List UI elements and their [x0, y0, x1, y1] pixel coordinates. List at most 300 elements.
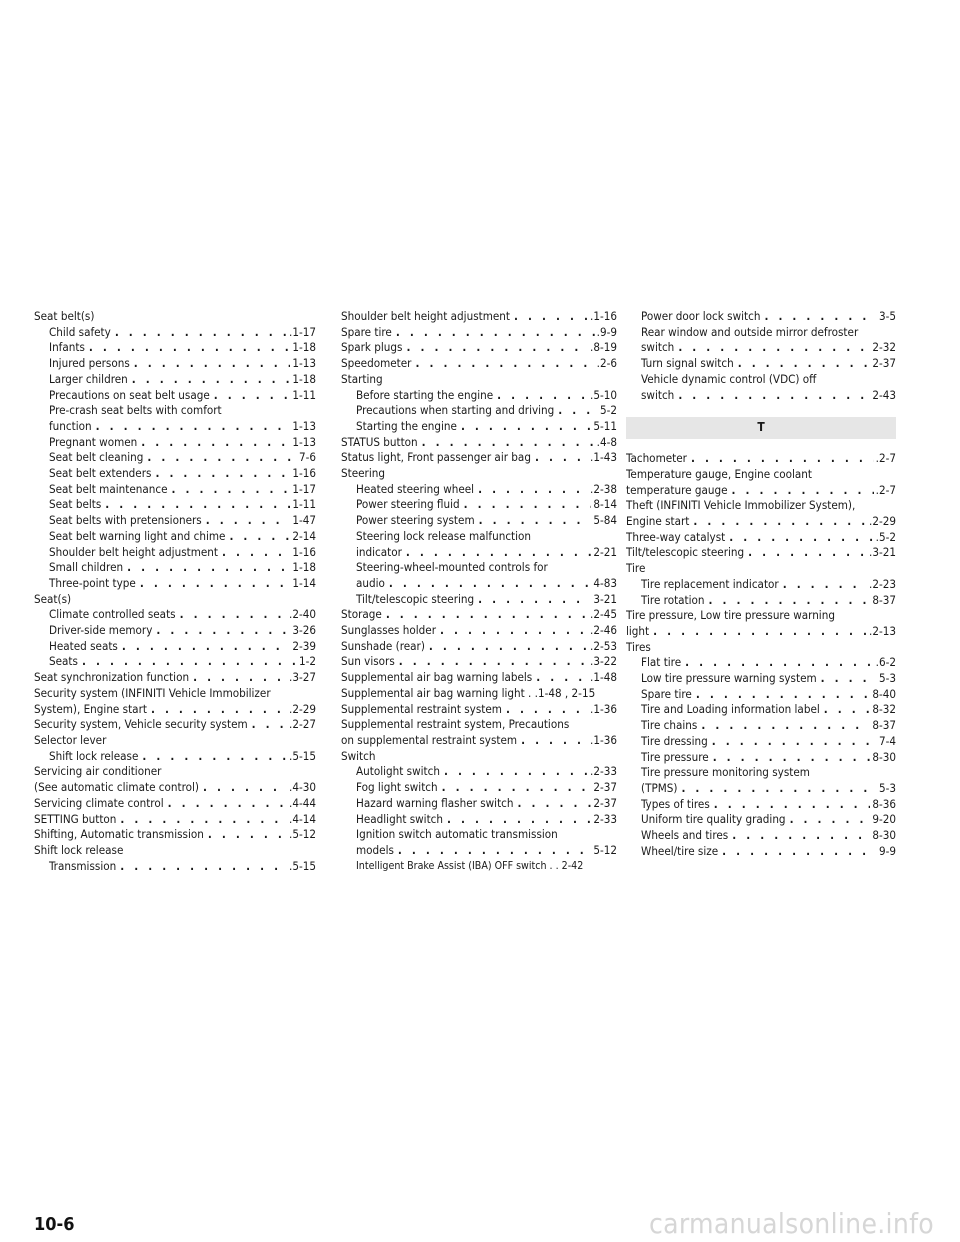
index-entry: [341, 749, 617, 765]
index-entry-page: 9-9: [878, 843, 896, 858]
index-entry-page: .2-29: [869, 514, 896, 529]
index-entry: [341, 482, 617, 498]
index-entry-page: 5-3: [878, 671, 896, 686]
index-entry-text: (TPMS): [641, 780, 678, 795]
index-entry-page: 1-13: [292, 434, 316, 449]
index-entry-text: Autolight switch: [356, 764, 440, 779]
dot-leader: [118, 639, 290, 655]
index-entry-text: Seats: [49, 654, 78, 669]
index-entry: [341, 340, 617, 356]
index-entry-text: Shift lock release: [34, 842, 124, 857]
index-entry-text: Sun visors: [341, 654, 395, 669]
index-entry: [626, 388, 896, 404]
index-entry-page: .9-9: [596, 324, 617, 339]
dot-leader: [189, 670, 287, 686]
index-entry-page: 1-47: [292, 513, 316, 528]
index-entry: [34, 340, 316, 356]
dot-leader: [474, 482, 588, 498]
index-entry: [34, 450, 316, 466]
dot-leader: [710, 797, 871, 813]
dot-leader: [734, 356, 871, 372]
dot-leader: [210, 388, 291, 404]
index-entry-text: Security system, Vehicle security system: [34, 717, 248, 732]
index-entry-page: 5-2: [599, 403, 617, 418]
index-entry-page: .2-45: [590, 607, 617, 622]
index-entry: [626, 765, 896, 781]
index-entry: [341, 435, 617, 451]
index-entry: [34, 717, 316, 733]
index-entry: [626, 514, 896, 530]
index-entry: [626, 655, 896, 671]
index-entry: [34, 482, 316, 498]
index-entry-text: Status light, Front passenger air bag: [341, 450, 531, 465]
index-entry-page: 8-37: [872, 718, 896, 733]
index-entry-page: .8-19: [590, 340, 617, 355]
index-entry: [626, 750, 896, 766]
index-entry-text: Supplemental air bag warning light . .1-48 , 2-15: [341, 685, 596, 700]
index-entry: [341, 764, 617, 780]
index-entry-text: Sunglasses holder: [341, 623, 437, 638]
index-entry-text: Temperature gauge, Engine coolant: [626, 466, 813, 481]
index-entry-text: Seat belt extenders: [49, 466, 152, 481]
index-entry-text: Wheel/tire size: [641, 843, 719, 858]
index-entry-page: 1-16: [292, 466, 316, 481]
index-entry-page: 5-12: [593, 842, 617, 857]
index-entry: [341, 513, 617, 529]
index-entry-page: 2-37: [872, 356, 896, 371]
index-entry: [626, 797, 896, 813]
index-entry-page: .4-44: [289, 795, 316, 810]
index-entry-text: Sunshade (rear): [341, 638, 425, 653]
index-entry-page: .3-27: [289, 670, 316, 685]
index-entry: [626, 608, 896, 624]
index-column-3: [626, 309, 896, 860]
index-entry-text: Steering-wheel-mounted controls for: [356, 560, 548, 575]
index-entry: [341, 607, 617, 623]
index-column-1: [34, 309, 316, 874]
index-entry-page: 5-11: [593, 418, 617, 433]
index-entry: [34, 576, 316, 592]
dot-leader: [151, 466, 290, 482]
dot-leader: [438, 780, 592, 796]
index-entry-text: Spare tire: [641, 686, 692, 701]
index-entry: [626, 624, 896, 640]
index-entry-text: Vehicle dynamic control (VDC) off: [641, 371, 817, 386]
index-entry: [341, 812, 617, 828]
index-entry-text: Shifting, Automatic transmission: [34, 827, 204, 842]
index-entry-page: .2-29: [289, 701, 316, 716]
index-entry: [341, 372, 617, 388]
index-entry-page: .1-16: [590, 309, 617, 323]
index-entry-page: 1-11: [292, 497, 316, 512]
index-entry: [34, 592, 316, 608]
index-entry: [341, 654, 617, 670]
index-entry: [626, 828, 896, 844]
index-entry-page: .3-22: [590, 654, 617, 669]
index-entry: [34, 372, 316, 388]
index-entry: [626, 577, 896, 593]
dot-leader: [493, 388, 588, 404]
index-entry-text: indicator: [356, 544, 402, 559]
index-entry: [626, 702, 896, 718]
dot-leader: [502, 702, 588, 718]
index-entry-text: Tire pressure: [641, 749, 709, 764]
dot-leader: [709, 750, 871, 766]
index-entry: [341, 623, 617, 639]
index-entry-text: Starting: [341, 371, 383, 386]
index-entry-page: .2-6: [596, 356, 617, 371]
index-entry: [341, 702, 617, 718]
index-entry-text: Tire replacement indicator: [641, 576, 779, 591]
index-entry: [626, 467, 896, 483]
index-entry-page: .1-36: [590, 732, 617, 747]
index-entry: [34, 419, 316, 435]
index-entry-text: Security system (INFINITI Vehicle Immobilizer: [34, 685, 271, 700]
index-entry-text: models: [356, 842, 394, 857]
dot-leader: [474, 592, 591, 608]
dot-leader: [510, 309, 588, 325]
index-entry-text: Turn signal switch: [641, 356, 734, 371]
dot-leader: [475, 513, 592, 529]
dot-leader: [418, 435, 595, 451]
index-entry-page: .5-15: [289, 858, 316, 873]
index-entry: [626, 640, 896, 656]
index-entry-page: 2-21: [593, 544, 617, 559]
index-entry: [626, 498, 896, 514]
index-entry-text: Heated seats: [49, 638, 118, 653]
index-entry-page: .4-14: [289, 811, 316, 826]
index-entry: [341, 309, 617, 325]
index-entry-text: Servicing air conditioner: [34, 764, 162, 779]
dot-leader: [164, 796, 287, 812]
index-entry: [34, 827, 316, 843]
index-entry: [341, 529, 617, 545]
index-entry: [34, 356, 316, 372]
dot-leader: [143, 450, 297, 466]
index-entry-text: Seat synchronization function: [34, 670, 190, 685]
index-entry: [341, 466, 617, 482]
index-entry-text: Spark plugs: [341, 340, 403, 355]
index-entry: [34, 654, 316, 670]
index-entry: [34, 607, 316, 623]
dot-leader: [425, 639, 588, 655]
index-entry: [34, 466, 316, 482]
index-entry: [341, 843, 617, 859]
index-entry-page: .5-12: [289, 827, 316, 842]
index-entry-text: Types of tires: [641, 796, 710, 811]
dot-leader: [116, 859, 287, 875]
dot-leader: [411, 356, 594, 372]
index-entry: [626, 483, 896, 499]
index-entry-text: Three-point type: [49, 575, 136, 590]
dot-leader: [168, 482, 291, 498]
dot-leader: [137, 435, 290, 451]
index-entry-text: Headlight switch: [356, 811, 444, 826]
index-entry-page: 1-18: [292, 560, 316, 575]
dot-leader: [517, 733, 588, 749]
index-entry: [341, 560, 617, 576]
index-entry-page: 8-32: [872, 702, 896, 717]
index-entry-text: Intelligent Brake Assist (IBA) OFF switch . . 2-42: [356, 859, 584, 872]
dot-leader: [689, 514, 867, 530]
index-entry-text: SETTING button: [34, 811, 117, 826]
index-entry: [626, 372, 896, 388]
index-entry-text: Tilt/telescopic steering: [356, 591, 475, 606]
index-entry-text: temperature gauge: [626, 482, 728, 497]
dot-leader: [677, 781, 877, 797]
index-entry: [34, 309, 316, 325]
index-entry-text: Storage: [341, 607, 382, 622]
index-entry: [341, 827, 617, 843]
index-entry-text: Climate controlled seats: [49, 607, 176, 622]
index-entry-page: 2-37: [593, 795, 617, 810]
dot-leader: [152, 623, 290, 639]
index-entry-text: Tire and Loading information label: [641, 702, 820, 717]
index-entry-text: Low tire pressure warning system: [641, 671, 817, 686]
index-entry-text: Rear window and outside mirror defroster: [641, 324, 859, 339]
index-entry-page: .2-23: [869, 576, 896, 591]
index-entry-text: on supplemental restraint system: [341, 732, 518, 747]
index-entry-page: 1-17: [292, 481, 316, 496]
index-entry-page: .3-21: [869, 545, 896, 560]
index-entry-text: Flat tire: [641, 655, 682, 670]
dot-leader: [85, 340, 290, 356]
index-entry-page: .5-10: [590, 387, 617, 402]
dot-leader: [436, 623, 588, 639]
dot-leader: [218, 545, 290, 561]
index-entry: [34, 780, 316, 796]
dot-leader: [128, 372, 291, 388]
index-entry-text: Power door lock switch: [641, 309, 761, 323]
dot-leader: [92, 419, 291, 435]
index-entry-text: Power steering fluid: [356, 497, 460, 512]
index-entry-text: Speedometer: [341, 356, 412, 371]
index-entry: [626, 718, 896, 734]
index-entry: [626, 325, 896, 341]
index-entry-text: Seat belt cleaning: [49, 450, 144, 465]
index-entry: [341, 859, 617, 875]
index-entry: [34, 325, 316, 341]
dot-leader: [138, 749, 287, 765]
index-entry-page: .1-48: [590, 670, 617, 685]
index-entry-page: 3-5: [878, 309, 896, 323]
index-entry-text: Seat belts: [49, 497, 102, 512]
dot-leader: [101, 497, 290, 513]
index-entry-page: .5-2: [875, 529, 896, 544]
index-entry-page: 1-13: [292, 356, 316, 371]
index-entry-text: Tires: [626, 639, 651, 654]
dot-leader: [728, 828, 870, 844]
index-entry: [341, 419, 617, 435]
index-entry: [34, 686, 316, 702]
index-entry-page: .2-13: [869, 623, 896, 638]
index-entry-text: Pre-crash seat belts with comfort: [49, 403, 222, 418]
index-entry: [34, 513, 316, 529]
index-entry: [34, 812, 316, 828]
dot-leader: [111, 325, 287, 341]
index-entry: [341, 670, 617, 686]
index-entry-text: Precautions when starting and driving: [356, 403, 555, 418]
index-entry-text: Wheels and tires: [641, 828, 729, 843]
index-entry-text: Spare tire: [341, 324, 392, 339]
index-entry: [341, 545, 617, 561]
index-entry: [626, 593, 896, 609]
section-header: T: [626, 417, 896, 439]
index-entry-text: Steering: [341, 466, 385, 481]
dot-leader: [394, 843, 591, 859]
index-entry: [34, 796, 316, 812]
index-entry-text: Tire pressure monitoring system: [641, 765, 810, 780]
index-entry-page: 5-3: [878, 780, 896, 795]
index-entry-page: .4-8: [596, 434, 617, 449]
index-entry-page: 1-14: [292, 575, 316, 590]
index-entry-text: Ignition switch automatic transmission: [356, 827, 558, 842]
index-entry: [341, 780, 617, 796]
index-entry-text: Fog light switch: [356, 780, 438, 795]
index-entry: [34, 403, 316, 419]
index-entry-page: 3-21: [593, 591, 617, 606]
index-entry-page: .2-7: [875, 451, 896, 466]
index-entry-page: 2-32: [872, 340, 896, 355]
index-entry-text: function: [49, 418, 92, 433]
dot-leader: [514, 796, 592, 812]
index-entry-page: .1-36: [590, 701, 617, 716]
index-entry: [626, 545, 896, 561]
index-entry-text: Injured persons: [49, 356, 130, 371]
index-entry-page: 3-26: [292, 623, 316, 638]
index-entry: [34, 764, 316, 780]
index-entry-text: Tire chains: [641, 718, 698, 733]
index-entry: [626, 530, 896, 546]
dot-leader: [760, 309, 877, 325]
index-entry-page: 2-43: [872, 387, 896, 402]
index-entry: [341, 796, 617, 812]
index-entry-page: 1-2: [298, 654, 316, 669]
index-entry-page: .2-46: [590, 623, 617, 638]
index-entry: [626, 309, 896, 325]
index-entry-text: Seat belt(s): [34, 309, 95, 323]
index-entry-text: Supplemental restraint system, Precautions: [341, 717, 570, 732]
dot-leader: [382, 607, 588, 623]
index-entry-text: Transmission: [49, 858, 117, 873]
index-entry: [34, 545, 316, 561]
index-entry: [626, 781, 896, 797]
index-entry-text: System), Engine start: [34, 701, 147, 716]
index-entry: [626, 812, 896, 828]
index-entry-page: 2-39: [292, 638, 316, 653]
index-entry-page: .2-53: [590, 638, 617, 653]
index-entry: [626, 561, 896, 577]
index-entry-text: Three-way catalyst: [626, 529, 726, 544]
index-entry-page: 1-18: [292, 340, 316, 355]
index-entry: [34, 639, 316, 655]
index-entry-text: Selector lever: [34, 732, 107, 747]
index-entry-page: 8-37: [872, 592, 896, 607]
index-entry-text: Supplemental air bag warning labels: [341, 670, 533, 685]
dot-leader: [116, 812, 287, 828]
index-entry: [34, 749, 316, 765]
index-entry: [341, 592, 617, 608]
dot-leader: [176, 607, 287, 623]
index-entry-text: Shoulder belt height adjustment: [49, 544, 218, 559]
index-entry-page: .1-43: [590, 450, 617, 465]
index-entry-page: 2-14: [292, 528, 316, 543]
dot-leader: [744, 545, 867, 561]
index-entry-text: Tire: [626, 561, 646, 576]
index-entry-text: Power steering system: [356, 513, 475, 528]
index-entry-text: (See automatic climate control): [34, 780, 199, 795]
index-entry-page: 2-37: [593, 780, 617, 795]
index-entry: [341, 497, 617, 513]
index-entry-text: Theft (INFINITI Vehicle Immobilizer System),: [626, 498, 856, 513]
index-entry: [341, 325, 617, 341]
index-entry: [341, 639, 617, 655]
index-entry-page: .4-30: [289, 780, 316, 795]
index-entry: [626, 671, 896, 687]
index-entry-page: 8-30: [872, 828, 896, 843]
index-entry-text: Seat(s): [34, 591, 72, 606]
dot-leader: [248, 717, 287, 733]
index-entry: [34, 435, 316, 451]
index-entry: [341, 450, 617, 466]
index-entry-page: .6-2: [875, 655, 896, 670]
index-entry-text: Child safety: [49, 324, 111, 339]
index-entry: [34, 388, 316, 404]
index-entry: [341, 388, 617, 404]
index-entry-page: .2-33: [590, 764, 617, 779]
index-entry-page: 1-11: [292, 387, 316, 402]
index-entry-text: Tilt/telescopic steering: [626, 545, 745, 560]
index-entry-text: Driver-side memory: [49, 623, 153, 638]
dot-leader: [725, 530, 873, 546]
index-entry: [626, 687, 896, 703]
index-column-2: [341, 309, 617, 874]
dot-leader: [136, 576, 290, 592]
index-entry-text: STATUS button: [341, 434, 418, 449]
index-entry: [341, 403, 617, 419]
index-entry-page: 8-30: [872, 749, 896, 764]
index-entry-page: .1-17: [289, 324, 316, 339]
dot-leader: [531, 450, 588, 466]
index-entry-page: 8-14: [593, 497, 617, 512]
dot-leader: [779, 577, 867, 593]
index-entry-page: 1-16: [292, 544, 316, 559]
index-entry-text: Starting the engine: [356, 418, 457, 433]
index-entry: [341, 717, 617, 733]
index-entry-text: Switch: [341, 748, 376, 763]
index-entry: [626, 356, 896, 372]
index-entry-text: light: [626, 623, 650, 638]
dot-leader: [786, 812, 871, 828]
index-entry-text: Seat belt warning light and chime: [49, 528, 226, 543]
index-entry: [34, 843, 316, 859]
index-entry: [34, 497, 316, 513]
index-entry-page: 8-40: [872, 686, 896, 701]
index-entry-page: 4-83: [593, 575, 617, 590]
dot-leader: [532, 670, 588, 686]
index-entry-page: .2-38: [590, 481, 617, 496]
index-entry-text: Larger children: [49, 371, 128, 386]
index-entry: [34, 623, 316, 639]
dot-leader: [402, 545, 591, 561]
index-entry-text: Before starting the engine: [356, 387, 494, 402]
index-entry-text: Shoulder belt height adjustment: [341, 309, 510, 323]
index-entry-text: Heated steering wheel: [356, 481, 475, 496]
index-entry-page: .5-15: [289, 748, 316, 763]
index-entry: [34, 859, 316, 875]
index-entry-page: 8-36: [872, 796, 896, 811]
index-entry: [34, 670, 316, 686]
